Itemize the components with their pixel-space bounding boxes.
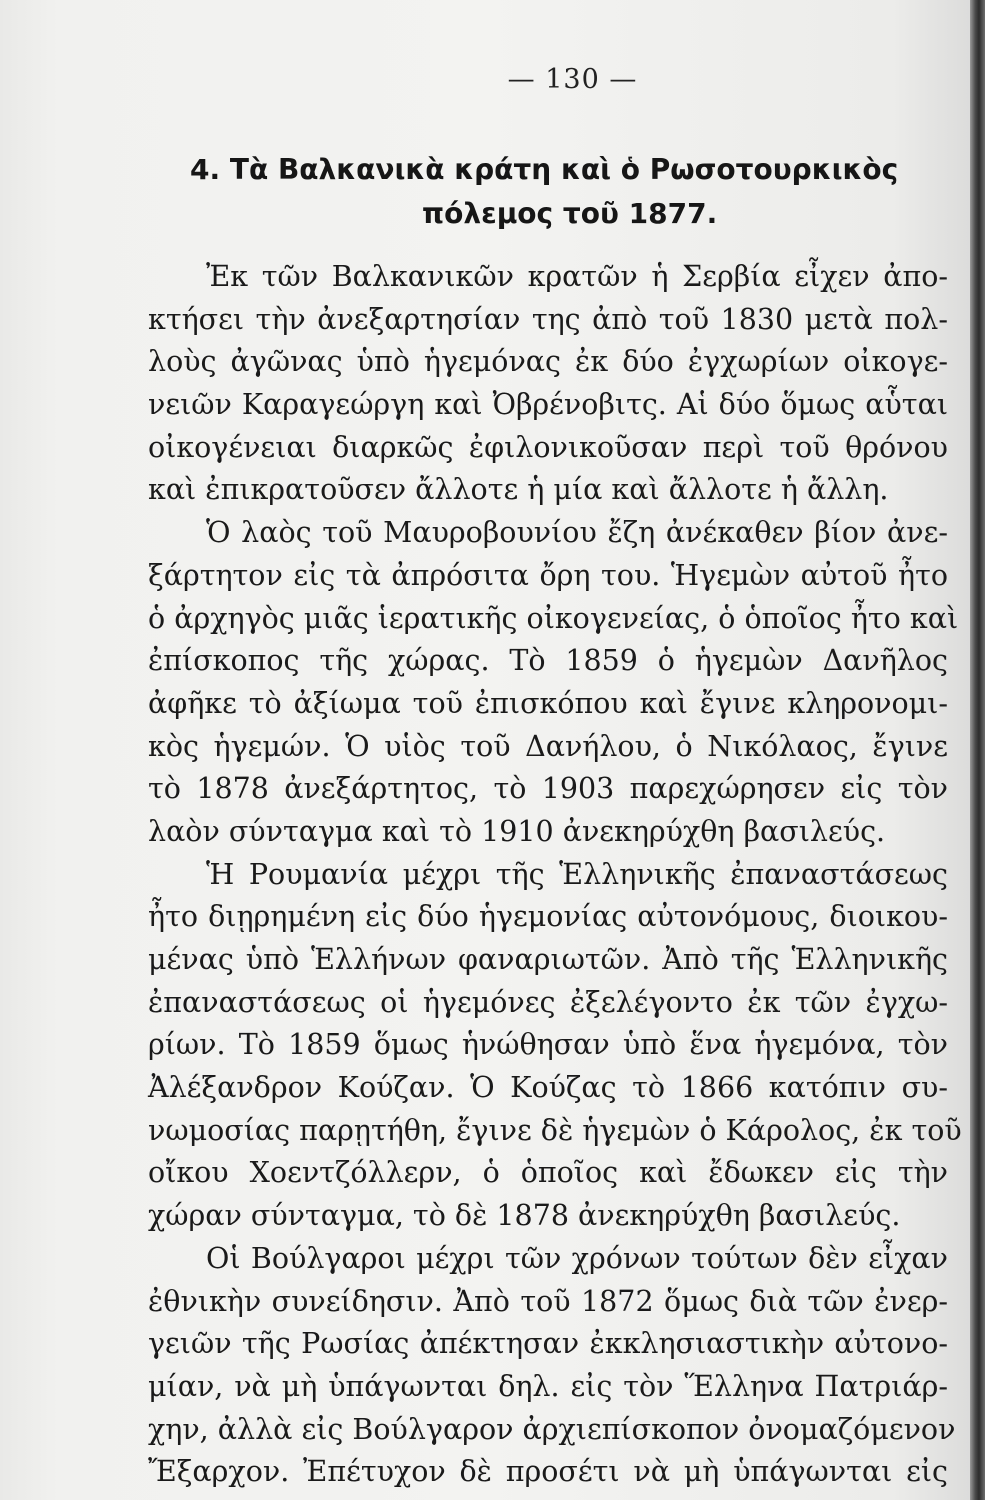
section-heading-line: πόλεμος τοῦ 1877. — [422, 197, 718, 230]
text-line: Ἔξαρχον. Ἐπέτυχον δὲ προσέτι νὰ μὴ ὑπάγωνται εἰς — [148, 1455, 948, 1489]
text-line: χην, ἀλλὰ εἰς Βούλγαρον ἀρχιεπίσκοπον ὀνομαζόμενον — [148, 1412, 956, 1446]
text-line: νειῶν Καραγεώργη καὶ Ὀβρένοβιτς. Αἱ δύο ὅμως αὗται — [148, 388, 948, 422]
section-heading-line: 4. Τὰ Βαλκανικὰ κράτη καὶ ὁ Ρωσοτουρκικὸς — [190, 153, 899, 186]
text-line: ἦτο διῃρημένη εἰς δύο ἡγεμονίας αὐτονόμους, διοικου- — [148, 900, 948, 934]
text-line: ἐθνικὴν συνείδησιν. Ἀπὸ τοῦ 1872 ὅμως διὰ τῶν ἐνερ- — [148, 1284, 948, 1318]
page-number: — 130 — — [507, 64, 638, 95]
text-line: ρίων. Τὸ 1859 ὅμως ἡνώθησαν ὑπὸ ἕνα ἡγεμόνα, τὸν — [148, 1028, 948, 1062]
text-line: Ὁ λαὸς τοῦ Μαυροβουνίου ἔζη ἀνέκαθεν βίον ἀνε- — [206, 516, 948, 550]
text-line: χώραν σύνταγμα, τὸ δὲ 1878 ἀνεκηρύχθη βασιλεύς. — [148, 1199, 901, 1233]
text-line: ὁ ἀρχηγὸς μιᾶς ἱερατικῆς οἰκογενείας, ὁ ὁποῖος ἦτο καὶ — [148, 601, 959, 635]
text-line: Οἱ Βούλγαροι μέχρι τῶν χρόνων τούτων δὲν εἶχαν — [206, 1241, 948, 1275]
text-line: κτήσει τὴν ἀνεξαρτησίαν της ἀπὸ τοῦ 1830 μετὰ πολ- — [148, 302, 948, 336]
text-line: Ἐκ τῶν Βαλκανικῶν κρατῶν ἡ Σερβία εἶχεν ἀπο- — [206, 260, 948, 293]
text-line: τὸ 1878 ἀνεξάρτητος, τὸ 1903 παρεχώρησεν εἰς τὸν — [148, 772, 948, 806]
section-heading — [190, 148, 950, 236]
book-spine-shadow — [970, 0, 985, 1500]
text-line: οἴκου Χοεντζόλλερν, ὁ ὁποῖος καὶ ἔδωκεν εἰς τὴν — [148, 1156, 948, 1190]
text-line: οἰκογένειαι διαρκῶς ἐφιλονικοῦσαν περὶ τοῦ θρόνου — [148, 430, 948, 464]
text-line: ἐπαναστάσεως οἱ ἡγεμόνες ἐξελέγοντο ἐκ τῶν ἐγχω- — [148, 985, 948, 1019]
text-line: καὶ ἐπικρατοῦσεν ἄλλοτε ἡ μία καὶ ἄλλοτε ἡ ἄλλη. — [148, 473, 889, 507]
text-line: ἐπίσκοπος τῆς χώρας. Τὸ 1859 ὁ ἡγεμὼν Δανῆλος — [148, 644, 948, 678]
body-text — [148, 256, 962, 1494]
text-line: ξάρτητον εἰς τὰ ἀπρόσιτα ὄρη του. Ἡγεμὼν αὐτοῦ ἦτο — [148, 558, 948, 592]
text-line: μένας ὑπὸ Ἑλλήνων φαναριωτῶν. Ἀπὸ τῆς Ἑλληνικῆς — [148, 943, 948, 976]
text-line: λαὸν σύνταγμα καὶ τὸ 1910 ἀνεκηρύχθη βασιλεύς. — [148, 814, 886, 848]
text-line: μίαν, νὰ μὴ ὑπάγωνται δηλ. εἰς τὸν Ἕλληνα Πατριάρ- — [148, 1369, 948, 1403]
text-line: κὸς ἡγεμών. Ὁ υἱὸς τοῦ Δανήλου, ὁ Νικόλαος, ἔγινε — [148, 729, 948, 763]
text-line: ἀφῆκε τὸ ἀξίωμα τοῦ ἐπισκόπου καὶ ἔγινε κληρονομι- — [148, 686, 948, 720]
text-line: νωμοσίας παρῃτήθη, ἔγινε δὲ ἡγεμὼν ὁ Κάρολος, ἐκ τοῦ — [148, 1113, 962, 1147]
text-line: γειῶν τῆς Ρωσίας ἀπέκτησαν ἐκκλησιαστικὴν αὐτονο- — [148, 1327, 948, 1361]
text-line: Ἀλέξανδρον Κούζαν. Ὁ Κούζας τὸ 1866 κατόπιν συ- — [148, 1071, 948, 1105]
text-line: λοὺς ἀγῶνας ὑπὸ ἡγεμόνας ἐκ δύο ἐγχωρίων οἰκογε- — [148, 345, 948, 379]
text-line: Ἡ Ρουμανία μέχρι τῆς Ἑλληνικῆς ἐπαναστάσεως — [206, 857, 948, 891]
